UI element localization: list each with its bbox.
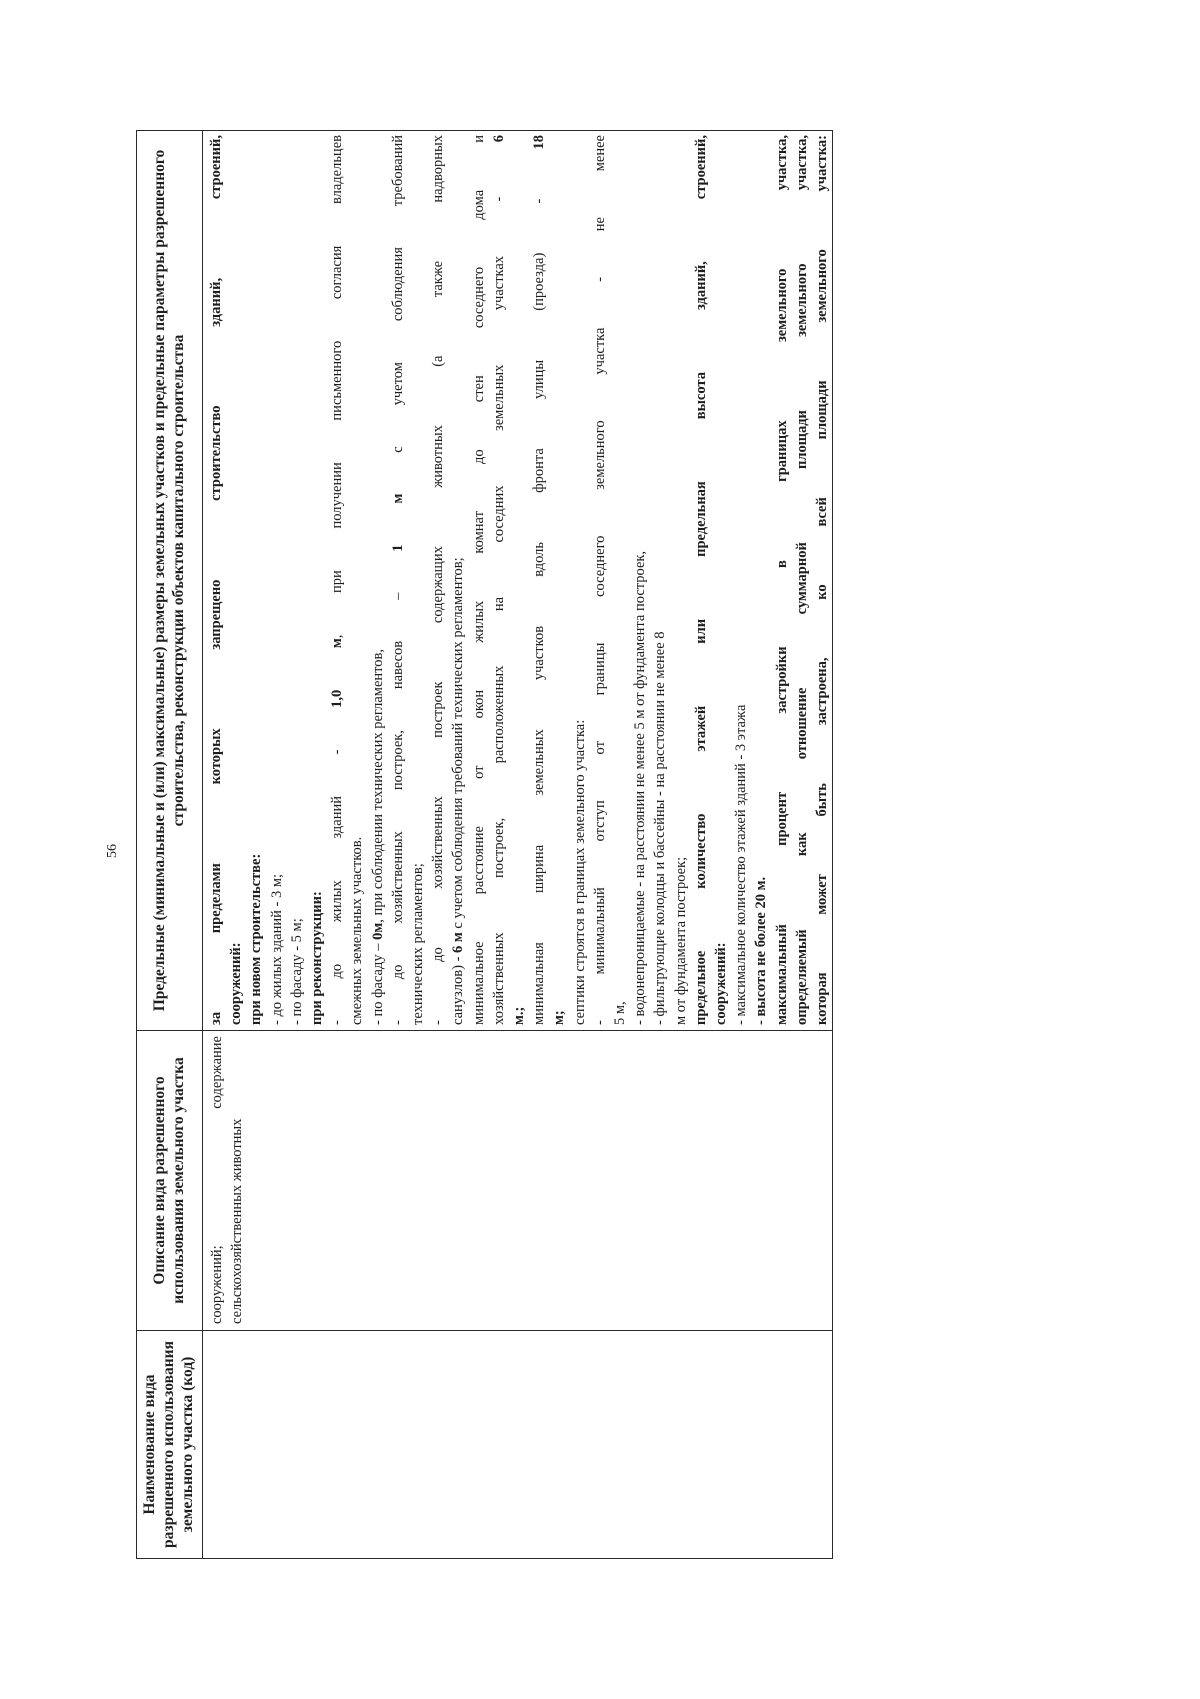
param-line: - фильтрующие колодцы и бассейны - на расстоянии не менее 8 — [652, 631, 669, 1025]
param-line: при новом строительстве: — [248, 853, 265, 1025]
regulations-table — [136, 130, 833, 1559]
param-line: минимальное расстояние от окон жилых комнат до стен соседнего дома и — [470, 135, 487, 1025]
param-line: - минимальный отступ от границы соседнего земельного участка - не менее — [591, 135, 608, 1025]
param-line: смежных земельных участков. — [349, 836, 366, 1025]
param-line: сооружений: — [713, 942, 730, 1025]
param-line: 5 м, — [612, 1001, 629, 1025]
header-limits-parameters: Предельные (минимальные и (или) максимальные) размеры земельных участков и предельные параметры разрешенного строительства, реконструкции объектов капитального строительства — [137, 131, 203, 1031]
cell-use-type-name — [203, 1331, 833, 1559]
param-line: - до жилых зданий - 3 м; — [268, 873, 285, 1025]
param-line: - водонепроницаемые - на расстоянии не менее 5 м от фундамента построек, — [632, 550, 649, 1025]
page-number: 56 — [105, 844, 120, 858]
param-line: м.; — [511, 1006, 528, 1025]
param-line: м от фундамента построек; — [672, 856, 689, 1025]
param-line: - по фасаду - 5 м; — [288, 918, 305, 1025]
header-use-type-name: Наименование вида разрешенного использования земельного участка (код) — [137, 1331, 203, 1559]
cell-use-type-description — [203, 1031, 833, 1331]
param-line: при реконструкции: — [309, 891, 326, 1025]
param-line: септики строятся в границах земельного участка: — [571, 719, 588, 1025]
param-line: максимальный процент застройки в границах земельного участка, — [773, 135, 790, 1025]
param-line: - до жилых зданий - 1,0 м, при получении письменного согласия владельцев — [329, 135, 346, 1025]
param-line: хозяйственных построек, расположенных на соседних земельных участках - 6 — [490, 135, 507, 1025]
param-line: - по фасаду – 0м, при соблюдении технических регламентов, — [369, 648, 386, 1025]
param-line: - максимальное количество этажей зданий - 3 этажа — [733, 704, 750, 1025]
param-line: минимальная ширина земельных участков вдоль фронта улицы (проезда) - 18 — [531, 134, 548, 1025]
param-line: технических регламентов; — [410, 863, 427, 1025]
param-line: которая может быть застроена, ко всей площади земельного участка: — [814, 135, 831, 1025]
param-line: - до хозяйственных построек, навесов – 1 м с учетом соблюдения требований — [389, 135, 406, 1025]
param-line: - высота не более 20 м. — [753, 876, 770, 1025]
param-line: м; — [551, 1010, 568, 1025]
param-line: за пределами которых запрещено строительство зданий, строений, — [208, 135, 224, 1025]
param-line: предельное количество этажей или предельная высота зданий, строений, — [692, 135, 709, 1025]
description-line: сооружений; содержание — [209, 1036, 225, 1324]
table-header-row — [137, 131, 203, 1559]
param-line: санузлов) - 6 м с учетом соблюдения требований технических регламентов; — [450, 557, 467, 1025]
param-line: сооружений: — [228, 942, 245, 1025]
cell-limits-parameters — [203, 131, 833, 1031]
table-row — [203, 131, 833, 1559]
header-use-type-description: Описание вида разрешенного использования земельного участка — [137, 1031, 203, 1331]
param-line: - до хозяйственных построек содержащих животных (а также надворных — [430, 135, 447, 1025]
description-line: сельскохозяйственных животных — [229, 1118, 246, 1324]
param-line: определяемый как отношение суммарной площади земельного участка, — [793, 135, 810, 1025]
